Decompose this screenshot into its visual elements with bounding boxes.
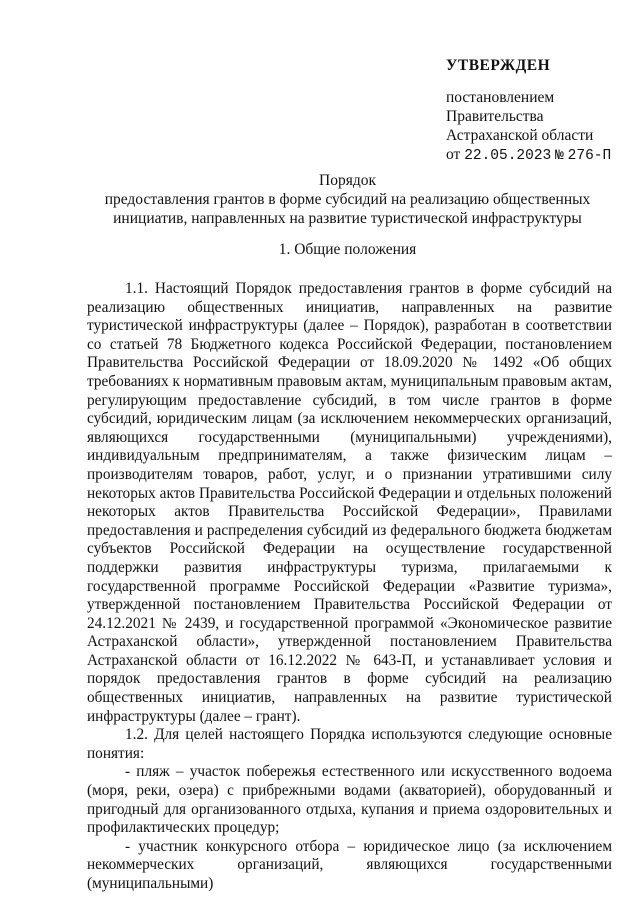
approval-number: 276-П — [567, 148, 612, 164]
approval-date: 22.05.2023 — [464, 148, 552, 164]
document-title: Порядок — [319, 172, 376, 189]
definition-beach: - пляж – участок побережья естественного или искусственного водоема (моря, реки, озера) с прибрежными водами (акваторией), оборудованный и пригодный для организованного отдыха, купания и приема оздоровительных и профилактических процедур; — [87, 763, 612, 837]
approval-date-line — [446, 145, 632, 166]
approval-date-prefix: от — [446, 146, 461, 163]
paragraph-1-2: 1.2. Для целей настоящего Порядка используются следующие основные понятия: — [87, 726, 612, 762]
document-subtitle-line-1: предоставления грантов в форме субсидий на реализацию общественных — [104, 191, 591, 208]
definition-participant: - участник конкурсного отбора – юридическое лицо (за исключением некоммерческих организаций, являющихся государственными (муниципальными) — [87, 837, 612, 892]
approval-line-2: Правительства — [446, 108, 544, 125]
approval-number-sign: № — [555, 148, 564, 164]
approval-title: УТВЕРЖДЕН — [446, 57, 551, 74]
approval-line-3: Астраханской области — [446, 127, 594, 144]
approval-line-1: постановлением — [446, 89, 555, 106]
document-heading — [80, 171, 615, 228]
approval-stamp — [446, 56, 632, 166]
section-title: 1. Общие положения — [278, 241, 417, 258]
document-body — [87, 280, 612, 894]
paragraph-1-1: 1.1. Настоящий Порядок предоставления грантов в форме субсидий на реализацию общественных инициатив, направленных на развитие туристической инфраструктуры (далее – Порядок), разработан в соответствии со статьей 78 Бюджетного кодекса Российской Федерации, постановлением Правительства Российской Федерации от 18.09.2020 № 1492 «Об общих требованиях к нормативным правовым актам, муниципальным правовым актам, регулирующим предоставление субсидий, в том числе грантов в форме субсидий, юридическим лицам (за исключением некоммерческих организаций, являющихся государственными (муниципальными) учреждениями), индивидуальным предпринимателям, а также физическим лицам – производителям товаров, работ, услуг, и о признании утратившими силу некоторых актов Правительства Российской Федерации и отдельных положений некоторых актов Правительства Российской Федерации», Правилами предоставления и распределения субсидий из федерального бюджета бюджетам субъектов Российской Федерации на осуществление государственной поддержки развития инфраструктуры туризма, прилагаемыми к государственной программе Российской Федерации «Развитие туризма», утвержденной постановлением Правительства Российской Федерации от 24.12.2021 № 2439, и государственной программой «Экономическое развитие Астраханской области», утвержденной постановлением Правительства Астраханской области от 16.12.2022 № 643-П, и устанавливает условия и порядок предоставления грантов в форме субсидий на реализацию общественных инициатив, направленных на развитие туристической инфраструктуры (далее – грант). — [87, 280, 612, 725]
document-subtitle-line-2: инициатив, направленных на развитие туристической инфраструктуры — [113, 210, 582, 227]
